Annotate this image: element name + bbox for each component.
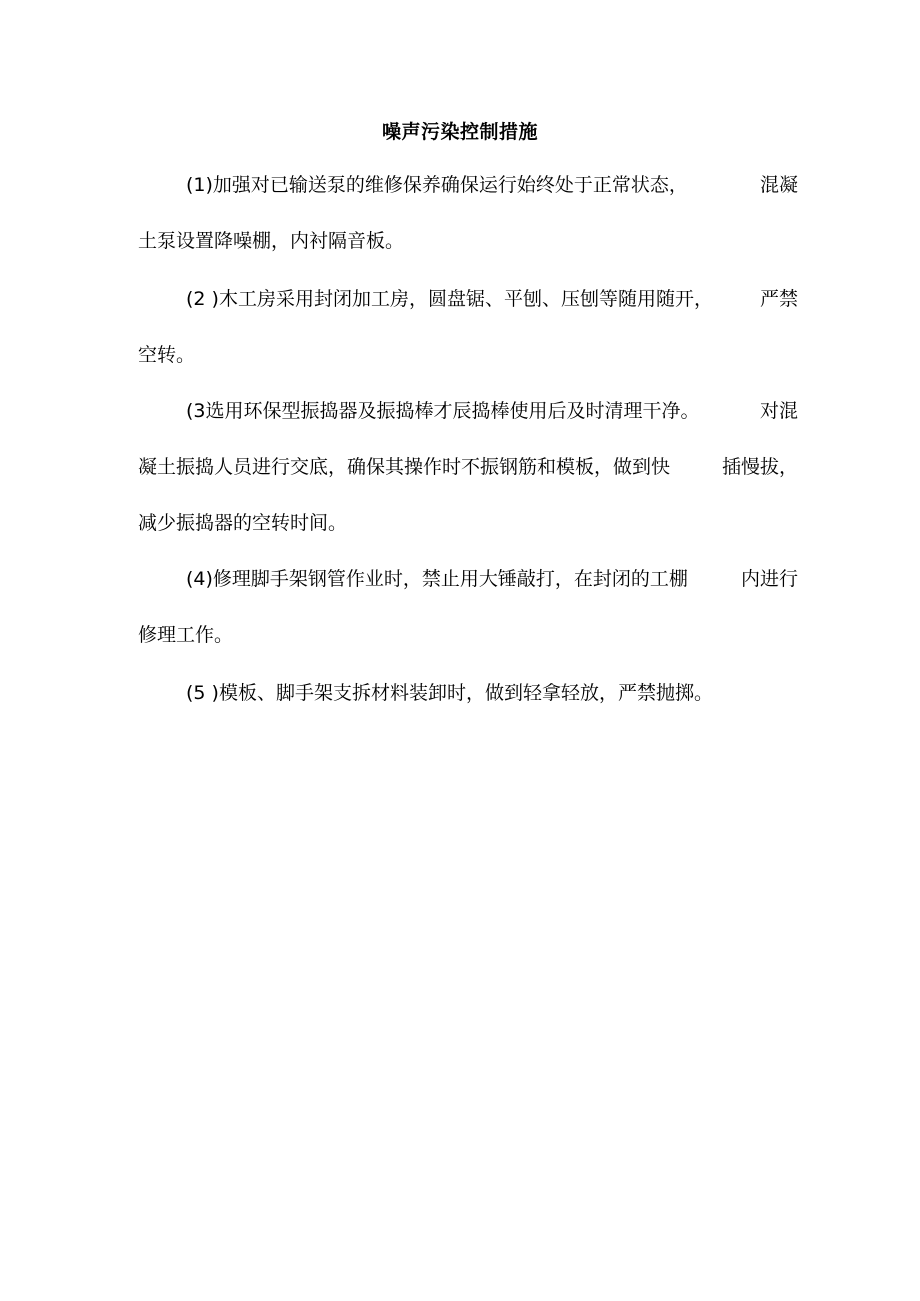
item-1-line-1-text: (1)加强对已输送泵的维修保养确保运行始终处于正常状态，: [186, 174, 688, 196]
item-2-line-1-text: (2 )木工房采用封闭加工房，圆盘锯、平刨、压刨等随用随开，: [186, 288, 713, 310]
item-1-line-1: [186, 170, 798, 200]
item-4-line-1-end: 内进行: [740, 568, 798, 590]
item-3-line-1: [186, 396, 798, 426]
item-1-line-2: 土泵设置降噪棚，内衬隔音板。: [138, 230, 405, 252]
item-3-line-3: 减少振捣器的空转时间。: [138, 512, 348, 534]
item-1-line-1-end: 混凝: [759, 174, 798, 196]
item-4-line-2: 修理工作。: [138, 624, 234, 646]
item-2-line-1: [186, 284, 798, 314]
item-4-line-1: [186, 564, 798, 594]
document-title: 噪声污染控制措施: [381, 121, 538, 143]
item-3-line-1-end: 对混: [759, 400, 798, 422]
item-3-line-1-text: (3选用环保型振捣器及振捣棒才辰捣棒使用后及时清理干净。: [186, 400, 700, 422]
item-2-line-2: 空转。: [138, 344, 196, 366]
item-4-line-1-text: (4)修理脚手架钢管作业时，禁止用大锤敲打，在封闭的工棚: [186, 568, 688, 590]
item-5-line-1: (5 )模板、脚手架支拆材料装卸时，做到轻拿轻放，严禁抛掷。: [186, 682, 713, 704]
item-3-line-2-end: 插慢拔，: [721, 456, 798, 478]
item-2-line-1-end: 严禁: [759, 288, 798, 310]
item-3-line-2-text: 凝土振捣人员进行交底，确保其操作时不振钢筋和模板，做到快: [138, 456, 671, 478]
item-3-line-2: [138, 452, 798, 482]
